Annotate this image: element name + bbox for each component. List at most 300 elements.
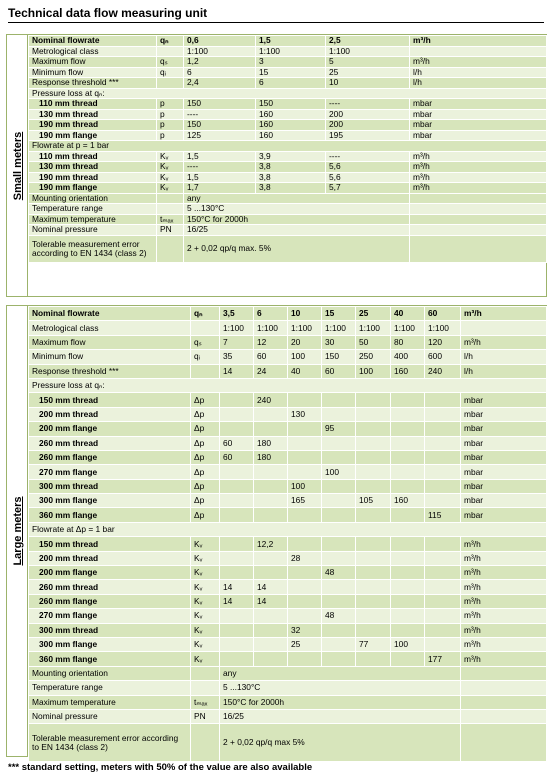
- row-symbol: Δp: [191, 422, 220, 436]
- row-unit: mbar: [410, 130, 547, 141]
- row-value: [425, 537, 461, 551]
- row-unit: mbar: [410, 120, 547, 131]
- row-value: 200: [326, 109, 410, 120]
- row-label: 300 mm thread: [29, 623, 191, 637]
- row-value: 14: [254, 594, 288, 608]
- row-value: [391, 393, 425, 407]
- row-value: 5,7: [326, 183, 410, 194]
- row-symbol: Kᵥ: [191, 551, 220, 565]
- row-unit: m³/h: [410, 57, 547, 68]
- row-label: Temperature range: [29, 681, 191, 695]
- row-value: [322, 436, 356, 450]
- row-value: [322, 594, 356, 608]
- row-value: 1:100: [220, 321, 254, 335]
- empty-cell: [410, 193, 547, 204]
- row-value: 100: [356, 364, 391, 378]
- row-symbol: Δp: [191, 494, 220, 508]
- row-value: 1:100: [326, 46, 410, 57]
- row-value: [254, 407, 288, 421]
- row-label: Flowrate at Δp = 1 bar: [29, 522, 547, 536]
- row-value: [288, 393, 322, 407]
- row-symbol: p: [157, 99, 184, 110]
- row-value: 5,6: [326, 162, 410, 173]
- row-value: 3,5: [220, 307, 254, 321]
- large-meters-label: Large meters: [11, 496, 24, 566]
- row-label: Tolerable measurement error according to EN 1434 (class 2): [29, 724, 191, 761]
- row-unit: mbar: [461, 479, 547, 493]
- row-value: 14: [220, 594, 254, 608]
- row-value: 14: [220, 364, 254, 378]
- row-value: 180: [254, 436, 288, 450]
- row-symbol: [191, 364, 220, 378]
- row-value: [322, 551, 356, 565]
- table-row: [29, 465, 547, 479]
- row-value: 165: [288, 494, 322, 508]
- empty-cell: [410, 204, 547, 215]
- table-row: [29, 235, 547, 262]
- row-label: 300 mm thread: [29, 479, 191, 493]
- row-label: 110 mm thread: [29, 151, 157, 162]
- table-row: [29, 393, 547, 407]
- title-rule: [8, 22, 544, 23]
- row-label: 190 mm flange: [29, 130, 157, 141]
- table-row: [29, 67, 547, 78]
- row-value: 32: [288, 623, 322, 637]
- row-value: 100: [288, 350, 322, 364]
- row-value: 95: [322, 422, 356, 436]
- row-label: Nominal flowrate: [29, 36, 157, 47]
- row-unit: mbar: [461, 422, 547, 436]
- row-value: [425, 566, 461, 580]
- table-row: [29, 378, 547, 392]
- row-label: Mounting orientation: [29, 193, 157, 204]
- row-label: Response threshold ***: [29, 364, 191, 378]
- row-value: [322, 479, 356, 493]
- row-value: 3,9: [256, 151, 326, 162]
- row-value: 160: [391, 364, 425, 378]
- large-meters-side-label: [6, 305, 28, 757]
- table-row: [29, 99, 547, 110]
- row-value: 48: [322, 566, 356, 580]
- row-label: 200 mm thread: [29, 551, 191, 565]
- row-value: 0,6: [184, 36, 256, 47]
- empty-cell: [191, 666, 220, 680]
- row-value: 60: [254, 350, 288, 364]
- row-value: [254, 623, 288, 637]
- row-value: 15: [256, 67, 326, 78]
- row-value: [322, 637, 356, 651]
- row-value: [288, 422, 322, 436]
- row-value: [391, 537, 425, 551]
- row-value: [391, 508, 425, 522]
- row-value: [391, 652, 425, 666]
- row-value: 5,6: [326, 172, 410, 183]
- row-value: [288, 465, 322, 479]
- row-label: 260 mm thread: [29, 436, 191, 450]
- row-label: 260 mm flange: [29, 450, 191, 464]
- row-unit: mbar: [410, 99, 547, 110]
- row-label: 260 mm thread: [29, 580, 191, 594]
- row-label: Metrological class: [29, 46, 157, 57]
- row-value: [220, 508, 254, 522]
- row-value: 177: [425, 652, 461, 666]
- row-value: [254, 609, 288, 623]
- row-label: Nominal pressure: [29, 225, 157, 236]
- row-value: [254, 508, 288, 522]
- table-row: [29, 551, 547, 565]
- row-value: 3,8: [256, 183, 326, 194]
- row-value: 115: [425, 508, 461, 522]
- row-value: 180: [254, 450, 288, 464]
- row-value: ----: [326, 99, 410, 110]
- row-label: 110 mm thread: [29, 99, 157, 110]
- row-unit: l/h: [461, 364, 547, 378]
- row-symbol: tₘₐₓ: [191, 695, 220, 709]
- table-row: [29, 88, 547, 99]
- row-value: [322, 537, 356, 551]
- row-value: [288, 436, 322, 450]
- empty-cell: [410, 225, 547, 236]
- row-label: 300 mm flange: [29, 637, 191, 651]
- table-row: [29, 522, 547, 536]
- row-label: Maximum flow: [29, 335, 191, 349]
- row-unit: [461, 321, 547, 335]
- empty-cell: [461, 681, 547, 695]
- row-value: [288, 652, 322, 666]
- row-value: 10: [288, 307, 322, 321]
- row-value: [254, 637, 288, 651]
- row-value: 12: [254, 335, 288, 349]
- table-row: [29, 724, 547, 761]
- row-value: 1:100: [256, 46, 326, 57]
- row-value: [220, 623, 254, 637]
- row-value: 600: [425, 350, 461, 364]
- row-value: [356, 407, 391, 421]
- row-value: [425, 637, 461, 651]
- row-value: 150: [322, 350, 356, 364]
- table-row: [29, 479, 547, 493]
- row-symbol: qᵢ: [191, 350, 220, 364]
- row-unit: m³/h: [410, 172, 547, 183]
- row-value: 15: [322, 307, 356, 321]
- row-symbol: Δp: [191, 407, 220, 421]
- row-value: 24: [254, 364, 288, 378]
- row-value: 16/25: [184, 225, 410, 236]
- row-value: [356, 594, 391, 608]
- row-unit: mbar: [461, 393, 547, 407]
- empty-cell: [410, 235, 547, 262]
- row-unit: m³/h: [461, 637, 547, 651]
- row-symbol: tₘₐₓ: [157, 214, 184, 225]
- table-row: [29, 335, 547, 349]
- row-value: 50: [356, 335, 391, 349]
- row-value: 14: [254, 580, 288, 594]
- table-row: [29, 193, 547, 204]
- row-symbol: Kᵥ: [191, 652, 220, 666]
- row-unit: mbar: [461, 494, 547, 508]
- row-value: 195: [326, 130, 410, 141]
- table-row: [29, 109, 547, 120]
- row-value: 1:100: [254, 321, 288, 335]
- row-value: 240: [254, 393, 288, 407]
- row-label: Metrological class: [29, 321, 191, 335]
- row-value: 14: [220, 580, 254, 594]
- row-label: 150 mm thread: [29, 393, 191, 407]
- row-symbol: Δp: [191, 450, 220, 464]
- row-value: 6: [256, 78, 326, 89]
- row-value: 40: [288, 364, 322, 378]
- row-label: Minimum flow: [29, 67, 157, 78]
- row-value: [425, 623, 461, 637]
- row-value: [288, 508, 322, 522]
- row-value: 5: [326, 57, 410, 68]
- row-label: Flowrate at p = 1 bar: [29, 141, 547, 152]
- table-row: [29, 537, 547, 551]
- row-symbol: p: [157, 130, 184, 141]
- row-label: Mounting orientation: [29, 666, 191, 680]
- row-unit: m³/h: [461, 652, 547, 666]
- row-value: 2 + 0,02 qp/q max. 5%: [184, 235, 410, 262]
- row-value: ----: [184, 162, 256, 173]
- row-value: 5 ...130°C: [184, 204, 410, 215]
- row-label: Nominal flowrate: [29, 307, 191, 321]
- row-value: [356, 551, 391, 565]
- row-unit: mbar: [461, 407, 547, 421]
- row-value: 10: [326, 78, 410, 89]
- row-value: 60: [220, 436, 254, 450]
- row-value: [356, 422, 391, 436]
- table-row: [29, 120, 547, 131]
- row-unit: m³/h: [461, 551, 547, 565]
- row-unit: m³/h: [461, 594, 547, 608]
- row-value: [254, 566, 288, 580]
- row-value: 1:100: [322, 321, 356, 335]
- row-value: 25: [356, 307, 391, 321]
- empty-cell: [157, 204, 184, 215]
- small-meters-label: Small meters: [11, 131, 24, 200]
- table-row: [29, 652, 547, 666]
- row-value: [391, 422, 425, 436]
- table-row: [29, 681, 547, 695]
- empty-cell: [191, 681, 220, 695]
- table-row: [29, 709, 547, 723]
- row-value: 1,5: [256, 36, 326, 47]
- row-value: [220, 407, 254, 421]
- row-value: 16/25: [220, 709, 461, 723]
- empty-cell: [191, 724, 220, 761]
- row-label: Tolerable measurement error according to EN 1434 (class 2): [29, 235, 157, 262]
- row-unit: l/h: [410, 78, 547, 89]
- row-value: 3: [256, 57, 326, 68]
- table-row: [29, 151, 547, 162]
- row-value: [220, 637, 254, 651]
- row-value: 35: [220, 350, 254, 364]
- row-value: 400: [391, 350, 425, 364]
- row-value: 250: [356, 350, 391, 364]
- row-symbol: Kᵥ: [157, 162, 184, 173]
- row-value: [356, 450, 391, 464]
- table-row: [29, 407, 547, 421]
- row-value: [254, 652, 288, 666]
- row-symbol: Kᵥ: [191, 637, 220, 651]
- row-value: 20: [288, 335, 322, 349]
- row-unit: l/h: [410, 67, 547, 78]
- row-value: [220, 422, 254, 436]
- page-title: Technical data flow measuring unit: [8, 6, 208, 20]
- row-label: 200 mm thread: [29, 407, 191, 421]
- row-symbol: Kᵥ: [191, 594, 220, 608]
- row-value: 12,2: [254, 537, 288, 551]
- table-row: [29, 204, 547, 215]
- row-label: 130 mm thread: [29, 162, 157, 173]
- empty-cell: [157, 235, 184, 262]
- row-symbol: Kᵥ: [157, 151, 184, 162]
- row-value: [220, 652, 254, 666]
- row-symbol: p: [157, 120, 184, 131]
- row-unit: m³/h: [461, 609, 547, 623]
- row-value: [391, 479, 425, 493]
- row-symbol: [191, 321, 220, 335]
- table-row: [29, 580, 547, 594]
- table-row: [29, 141, 547, 152]
- row-label: 200 mm flange: [29, 422, 191, 436]
- large-meters-table: [28, 306, 547, 762]
- row-value: [288, 450, 322, 464]
- table-row: [29, 162, 547, 173]
- row-value: [220, 537, 254, 551]
- table-row: [29, 307, 547, 321]
- table-row: [29, 508, 547, 522]
- row-value: 160: [391, 494, 425, 508]
- row-value: [356, 623, 391, 637]
- row-symbol: Kᵥ: [191, 609, 220, 623]
- row-symbol: Kᵥ: [157, 172, 184, 183]
- table-row: [29, 130, 547, 141]
- table-row: [29, 46, 547, 57]
- row-value: [356, 609, 391, 623]
- row-unit: m³/h: [410, 151, 547, 162]
- row-value: 1,2: [184, 57, 256, 68]
- row-value: 3,8: [256, 172, 326, 183]
- row-value: [220, 494, 254, 508]
- row-symbol: Kᵥ: [191, 566, 220, 580]
- row-value: [425, 422, 461, 436]
- row-value: 6: [184, 67, 256, 78]
- row-value: 130: [288, 407, 322, 421]
- row-value: 7: [220, 335, 254, 349]
- table-row: [29, 214, 547, 225]
- row-symbol: Kᵥ: [191, 537, 220, 551]
- row-unit: [410, 46, 547, 57]
- row-symbol: Δp: [191, 479, 220, 493]
- row-label: 300 mm flange: [29, 494, 191, 508]
- table-row: [29, 695, 547, 709]
- row-value: [391, 566, 425, 580]
- table-row: [29, 637, 547, 651]
- row-unit: m³/h: [461, 566, 547, 580]
- row-value: 100: [288, 479, 322, 493]
- row-unit: m³/h: [461, 623, 547, 637]
- row-value: [391, 436, 425, 450]
- table-row: [29, 623, 547, 637]
- row-value: [288, 566, 322, 580]
- row-value: [425, 436, 461, 450]
- row-value: [322, 494, 356, 508]
- row-symbol: Kᵥ: [191, 580, 220, 594]
- row-value: [220, 551, 254, 565]
- row-value: [322, 508, 356, 522]
- row-value: [391, 551, 425, 565]
- table-row: [29, 436, 547, 450]
- row-value: 60: [220, 450, 254, 464]
- row-value: [425, 465, 461, 479]
- row-value: 100: [391, 637, 425, 651]
- row-symbol: qₙ: [157, 36, 184, 47]
- row-unit: m³/h: [461, 307, 547, 321]
- table-row: [29, 172, 547, 183]
- row-value: [322, 450, 356, 464]
- row-value: 48: [322, 609, 356, 623]
- row-value: [356, 580, 391, 594]
- table-row: [29, 364, 547, 378]
- table-row: [29, 321, 547, 335]
- row-value: 1:100: [425, 321, 461, 335]
- row-label: 270 mm flange: [29, 609, 191, 623]
- row-value: [220, 479, 254, 493]
- row-value: [322, 580, 356, 594]
- table-row: [29, 494, 547, 508]
- row-value: 1:100: [184, 46, 256, 57]
- row-symbol: [157, 46, 184, 57]
- row-value: [391, 450, 425, 464]
- row-symbol: qₛ: [157, 57, 184, 68]
- row-value: 25: [326, 67, 410, 78]
- row-value: 28: [288, 551, 322, 565]
- row-value: 2,5: [326, 36, 410, 47]
- row-value: 150°C for 2000h: [184, 214, 410, 225]
- table-row: [29, 450, 547, 464]
- row-value: 160: [256, 109, 326, 120]
- table-row: [29, 183, 547, 194]
- table-row: [29, 57, 547, 68]
- empty-cell: [410, 214, 547, 225]
- row-value: 1:100: [391, 321, 425, 335]
- row-value: [322, 623, 356, 637]
- row-symbol: Δp: [191, 436, 220, 450]
- row-symbol: Kᵥ: [157, 183, 184, 194]
- row-value: 1,5: [184, 151, 256, 162]
- row-value: 80: [391, 335, 425, 349]
- row-label: 270 mm flange: [29, 465, 191, 479]
- row-value: [288, 609, 322, 623]
- row-symbol: [157, 78, 184, 89]
- row-value: 200: [326, 120, 410, 131]
- table-row: [29, 422, 547, 436]
- row-value: [356, 508, 391, 522]
- table-row: [29, 609, 547, 623]
- row-value: [425, 407, 461, 421]
- row-value: 25: [288, 637, 322, 651]
- row-value: [254, 465, 288, 479]
- row-value: 30: [322, 335, 356, 349]
- row-value: [356, 652, 391, 666]
- row-unit: mbar: [461, 436, 547, 450]
- row-unit: mbar: [461, 465, 547, 479]
- empty-cell: [461, 695, 547, 709]
- row-symbol: PN: [157, 225, 184, 236]
- row-value: [356, 465, 391, 479]
- row-value: [391, 594, 425, 608]
